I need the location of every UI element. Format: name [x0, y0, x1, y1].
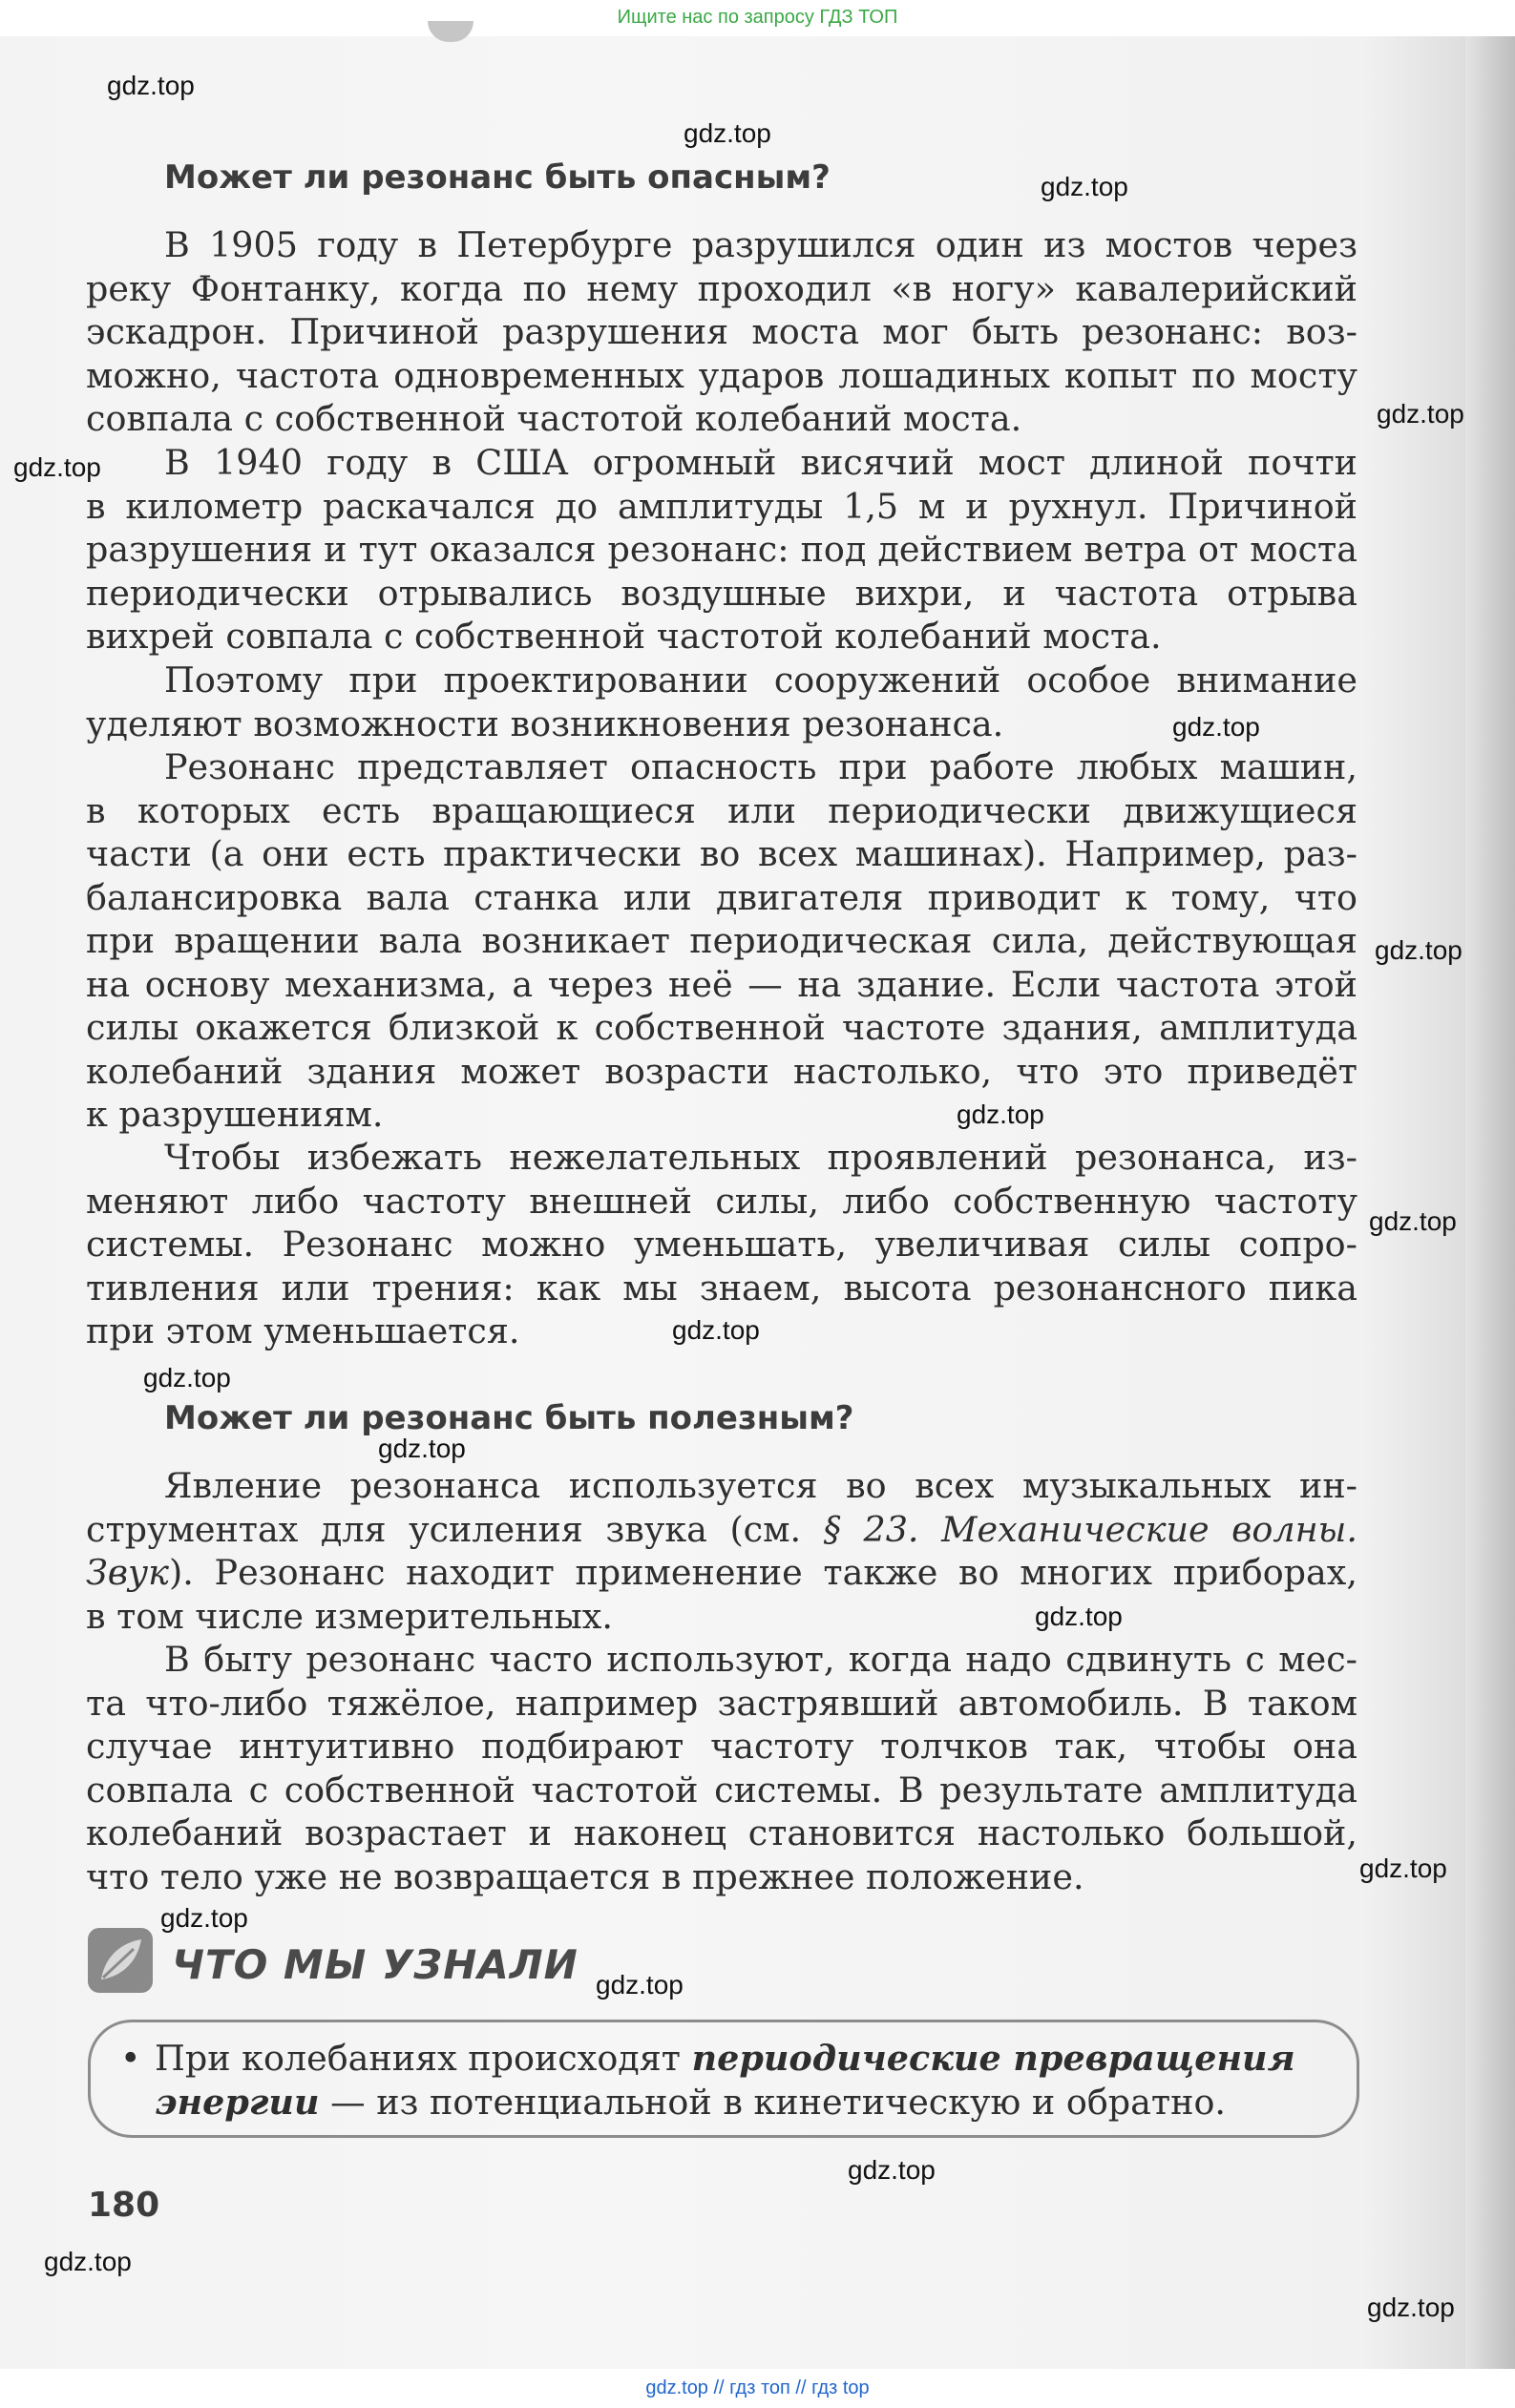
page-edge-shadow	[1465, 36, 1515, 2369]
text-segment: — из потенциальной в кинетическую и обратно.	[319, 2081, 1227, 2123]
text-line	[120, 2081, 1325, 2125]
watermark[interactable]: gdz.top	[1369, 1206, 1457, 1236]
watermark[interactable]: gdz.top	[107, 71, 195, 100]
watermark[interactable]: gdz.top	[1359, 1853, 1447, 1883]
watermark[interactable]: gdz.top	[672, 1315, 760, 1345]
text-line: системы. Резонанс можно уменьшать, увеличивая силы сопро-	[86, 1224, 1357, 1265]
text-line: разрушения и тут оказался резонанс: под действием ветра от моста	[86, 529, 1357, 570]
paragraph	[86, 223, 1357, 441]
text-line: при этом уменьшается.	[86, 1310, 520, 1351]
summary-icon	[88, 1928, 153, 1993]
text-line: та что-либо тяжёлое, например застрявший автомобиль. В таком	[86, 1682, 1357, 1724]
text-line: части (а они есть практически во всех машинах). Например, раз-	[86, 833, 1357, 874]
emphasis: периодические превращения	[691, 2038, 1295, 2079]
text-line: вихрей совпала с собственной частотой колебаний моста.	[86, 616, 1162, 657]
watermark[interactable]: gdz.top	[1377, 399, 1464, 429]
paragraph	[86, 441, 1357, 659]
paragraph	[86, 1464, 1357, 1638]
emphasis: энергии	[155, 2081, 320, 2123]
watermark[interactable]: gdz.top	[1367, 2293, 1455, 2322]
watermark[interactable]: gdz.top	[1172, 712, 1260, 742]
bullet: •	[120, 2038, 141, 2079]
text-line: балансировка вала станка или двигателя приводит к тому, что	[86, 876, 1357, 918]
watermark[interactable]: gdz.top	[957, 1099, 1044, 1129]
text-line: совпала с собственной частотой колебаний моста.	[86, 398, 1022, 439]
watermark[interactable]: gdz.top	[160, 1903, 248, 1933]
text-line: меняют либо частоту внешней силы, либо собственную частоту	[86, 1180, 1357, 1222]
text-segment: ). Резонанс находит применение также во многих приборах,	[168, 1552, 1357, 1593]
text-line: колебаний здания может возрасти настолько, что это приведёт	[86, 1050, 1357, 1092]
text-segment: струментах для усиления звука (см.	[86, 1508, 824, 1550]
text-line	[86, 1551, 1357, 1595]
text-line: в километр раскачался до амплитуды 1,5 м и рухнул. Причиной	[86, 485, 1357, 527]
watermark[interactable]: gdz.top	[1035, 1602, 1123, 1631]
text-line: периодически отрывались воздушные вихри, и частота отрыва	[86, 572, 1357, 614]
text-line: Поэтому при проектировании сооружений особое внимание	[164, 660, 1357, 701]
text-line: в том числе измерительных.	[86, 1595, 613, 1637]
watermark[interactable]: gdz.top	[596, 1970, 684, 2000]
text-line: можно, частота одновременных ударов лошадиных копыт по мосту	[86, 354, 1357, 396]
text-line	[86, 1508, 1357, 1552]
text-line: при вращении вала возникает периодическая сила, действующая	[86, 920, 1357, 961]
text-line	[120, 2037, 1325, 2081]
text-line: силы окажется близкой к собственной частоте здания, амплитуда	[86, 1007, 1357, 1048]
paragraph	[86, 745, 1357, 1137]
summary-title: ЧТО МЫ УЗНАЛИ	[172, 1941, 579, 1988]
text-line: тивления или трения: как мы знаем, высота резонансного пика	[86, 1267, 1357, 1309]
watermark[interactable]: gdz.top	[44, 2247, 132, 2276]
watermark[interactable]: gdz.top	[848, 2155, 936, 2185]
summary-text	[120, 2037, 1325, 2124]
cross-reference[interactable]: § 23. Механические волны.	[823, 1508, 1357, 1550]
text-line: В 1905 году в Петербурге разрушился один из мостов через	[164, 224, 1357, 265]
section-heading-useful: Может ли резонанс быть полезным?	[164, 1399, 854, 1437]
text-line: В быту резонанс часто используют, когда надо сдвинуть с мес-	[164, 1639, 1357, 1680]
text-line: эскадрон. Причиной разрушения моста мог быть резонанс: воз-	[86, 311, 1357, 352]
text-line: к разрушениям.	[86, 1094, 384, 1135]
watermark[interactable]: gdz.top	[378, 1434, 466, 1463]
bottom-banner[interactable]: gdz.top // гдз топ // гдз top	[645, 2377, 870, 2398]
watermark[interactable]: gdz.top	[143, 1363, 231, 1392]
watermark[interactable]: gdz.top	[1041, 172, 1128, 201]
text-line: Явление резонанса используется во всех музыкальных ин-	[164, 1465, 1357, 1506]
paragraph	[86, 659, 1357, 745]
leaf-icon	[88, 1928, 153, 1993]
text-line: колебаний возрастает и наконец становится настолько большой,	[86, 1812, 1357, 1853]
text-line: уделяют возможности возникновения резонанса.	[86, 702, 1004, 744]
watermark[interactable]: gdz.top	[13, 452, 101, 482]
text-line: случае интуитивно подбирают частоту толчков так, чтобы она	[86, 1726, 1357, 1767]
page-number: 180	[88, 2186, 160, 2225]
text-line: Резонанс представляет опасность при работе любых машин,	[164, 746, 1357, 787]
watermark[interactable]: gdz.top	[684, 118, 771, 148]
text-line: что тело уже не возвращается в прежнее положение.	[86, 1855, 1084, 1897]
text-line: В 1940 году в США огромный висячий мост длиной почти	[164, 442, 1357, 483]
text-line: на основу механизма, а через неё — на здание. Если частота этой	[86, 963, 1357, 1005]
top-banner[interactable]: Ищите нас по запросу ГДЗ ТОП	[617, 7, 898, 28]
text-segment: При колебаниях происходят	[155, 2038, 692, 2079]
text-line: совпала с собственной частотой системы. В результате амплитуда	[86, 1769, 1357, 1811]
text-line: Чтобы избежать нежелательных проявлений резонанса, из-	[164, 1137, 1357, 1178]
text-line: реку Фонтанку, когда по нему проходил «в ногу» кавалерийский	[86, 267, 1357, 309]
watermark[interactable]: gdz.top	[1375, 935, 1462, 965]
text-line: в которых есть вращающиеся или периодически движущиеся	[86, 789, 1357, 831]
section-heading-dangerous: Может ли резонанс быть опасным?	[164, 158, 831, 197]
paragraph	[86, 1638, 1357, 1898]
cross-reference[interactable]: Звук	[86, 1552, 169, 1593]
